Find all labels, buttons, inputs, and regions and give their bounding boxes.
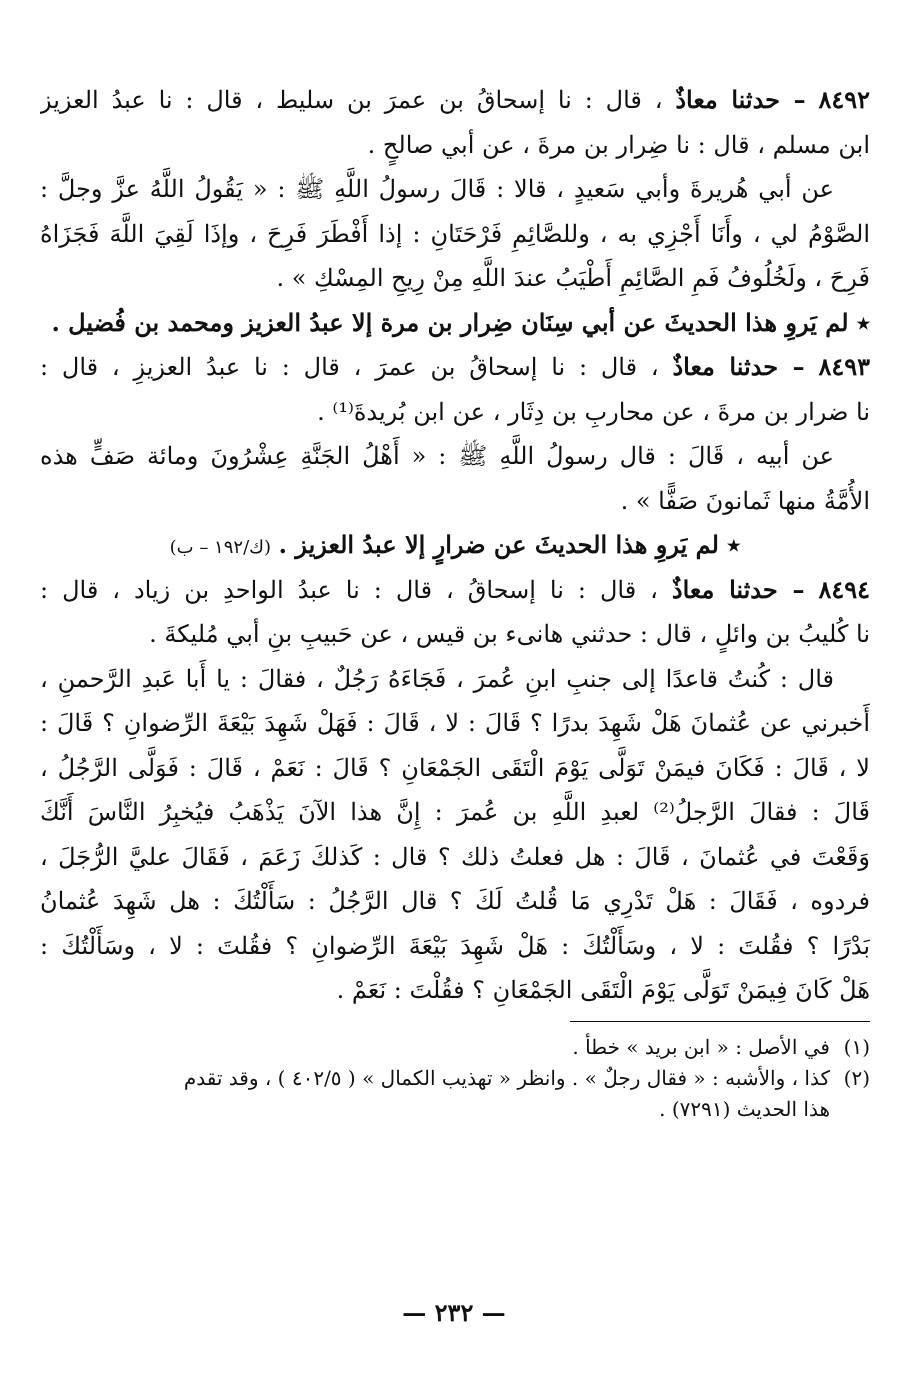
footnote-text: كذا ، والأشبه : « فقال رجلٌ » . وانظر « تهذيب الكمال » ( ٤٠٢/٥ ) ، وقد تقدم (183, 1065, 830, 1090)
hadith-8494-line-4: أَخبرني عن عُثمانَ هَلْ شَهِدَ بدرًا ؟ قَالَ : لا ، قَالَ : فَهَلْ شَهِدَ بَيْعَةَ الرِّضوانِ ؟ قَالَ : (40, 709, 870, 737)
hadith-8492-line-3: عن أبي هُريرةَ وأبي سَعيدٍ ، قالا : قَالَ رسولُ اللَّهِ ﷺ : « يَقُولُ اللَّهُ عزَّ وجلَّ : (40, 175, 834, 203)
footnote-1 (40, 1032, 870, 1063)
hadith-8494-line-10: هَلْ كَانَ فِيمَنْ تَوَلَّى يَوْمَ الْتَقَى الجَمْعَانِ ؟ فقُلْتَ : نَعَمْ . (336, 976, 870, 1004)
hadith-8494-line-1 (40, 568, 870, 613)
page-number: — ٢٣٢ — (402, 1298, 506, 1327)
hadith-8492-line-2: ابن مسلم ، قال : نا ضِرار بن مرةَ ، عن أبي صالحٍ . (367, 130, 870, 159)
hadith-number: ٨٤٩٣ (818, 352, 870, 381)
hadith-8494-line-9: بَدْرًا ؟ فقُلتَ : لا ، وسَأَلْتُكَ : هَلْ شَهِدَ بَيْعَةَ الرِّضوانِ ؟ فقُلتَ : لا ، وسَأَلْتُكَ : (40, 931, 870, 960)
footnote-label: (٢) (843, 1065, 870, 1090)
hadith-opening: – حدثنا معاذٌ (671, 574, 805, 604)
note-text: ٭ لم يَروِ هذا الحديثَ عن ضرارٍ إلا عبدُ العزيز . (278, 530, 741, 559)
hadith-8492-note: ٭ لم يَروِ هذا الحديثَ عن أبي سِنَان ضِرار بن مرة إلا عبدُ العزيز ومحمد بن فُضيل . (51, 307, 870, 337)
hadith-8492-line-4: الصَّوْمُ لي ، وأَنَا أَجْزِي به ، وللصَّائِمِ فَرْحَتَانِ : إذا أَفْطَرَ فَرِحَ ، وإذَا لَقِيَ اللَّهَ فَجَزَاهُ (40, 219, 870, 248)
page-body (40, 78, 870, 1125)
hadith-text: ، قال : نا إسحاقُ بن عمرَ ، قال : نا عبدُ العزيزِ ، قال : (40, 353, 659, 381)
manuscript-reference: (ك/١٩٢ – ب) (169, 537, 271, 558)
hadith-8494-line-7: وَقَعْتَ في عُثمانَ ، قَالَ : هل فعلتُ ذلك ؟ قال : كَذلكَ زَعَمَ ، فَقَالَ عليَّ الرُّجَلَ ، (40, 842, 870, 871)
hadith-8492-line-5: فَرِحَ ، ولَخُلُوفُ فَمِ الصَّائِمِ أَطْيَبُ عندَ اللَّهِ مِنْ رِيحِ المِسْكِ » . (276, 264, 870, 292)
hadith-text: ، قال : نا إسحاقُ ، قال : نا عبدُ الواحدِ بن زياد ، قال : (40, 575, 658, 604)
hadith-8493-line-2: نا ضرار بن مرةَ ، عن محاربِ بن دِثَار ، عن ابن بُريدةَ⁽¹⁾ . (317, 397, 870, 426)
hadith-number: ٨٤٩٤ (818, 574, 870, 604)
footnote-label: (١) (843, 1034, 870, 1059)
hadith-8492-line-1 (40, 78, 870, 123)
hadith-8494-line-3: قال : كُنتُ قاعدًا إلى جنبِ ابنِ عُمرَ ، فَجَاءَهُ رَجُلٌ ، فقالَ : يا أَبا عَبدِ الرَّحمنِ ، (40, 664, 835, 693)
footnote-2 (40, 1063, 870, 1094)
hadith-8494-line-6: قَالَ : فقالَ الرَّجلُ⁽²⁾ لعبدِ اللَّهِ بن عُمرَ : إِنَّ هذا الآنَ يَذْهَبُ فيُخبِرُ النَّاسَ أَنَّكَ (40, 798, 870, 826)
hadith-opening: – حدثنا معاذٌ (672, 352, 805, 381)
hadith-8493-note (40, 523, 870, 568)
hadith-number: ٨٤٩٢ (818, 85, 870, 114)
footnote-text: في الأصل : « ابن بريد » خطأ . (572, 1034, 830, 1059)
hadith-8494-line-2: نا كُليبُ بن وائلٍ ، قال : حدثني هانىء بن قيس ، عن حَبيبِ بنِ أبي مُليكةَ . (149, 620, 870, 648)
hadith-8493-line-3: عن أبيه ، قَالَ : قال رسولُ اللَّهِ ﷺ : « أَهْلُ الجَنَّةِ عِشْرُونَ ومائة صَفٍّ هذه (40, 442, 834, 470)
footnote-divider (570, 1021, 870, 1022)
hadith-8494-line-8: فردوه ، فَقَالَ : هَلْ تَدْرِي مَا قُلتُ لَكَ ؟ قال الرَّجُلُ : سَأَلْتُكَ : هل شَهِدَ عُثمانُ (40, 887, 870, 915)
hadith-opening: – حدثنا معاذٌ (675, 85, 806, 114)
footnote-2-continued: هذا الحديث (٧٢٩١) . (659, 1096, 830, 1121)
hadith-8494-line-5: لا ، قَالَ : فَكَانَ فيمَنْ تَوَلَّى يَوْمَ الْتَقَى الجَمْعَانِ ؟ قَالَ : نَعَمْ ، قَالَ : فَوَلَّى الرَّجُلُ ، (40, 753, 870, 782)
hadith-8493-line-1 (40, 345, 870, 390)
hadith-8493-line-4: الأُمَّةُ منها ثَمانونَ صَفًّا » . (620, 486, 870, 515)
hadith-text: ، قال : نا إسحاقُ بن عمرَ بن سليط ، قال : نا عبدُ العزيز (40, 86, 663, 114)
